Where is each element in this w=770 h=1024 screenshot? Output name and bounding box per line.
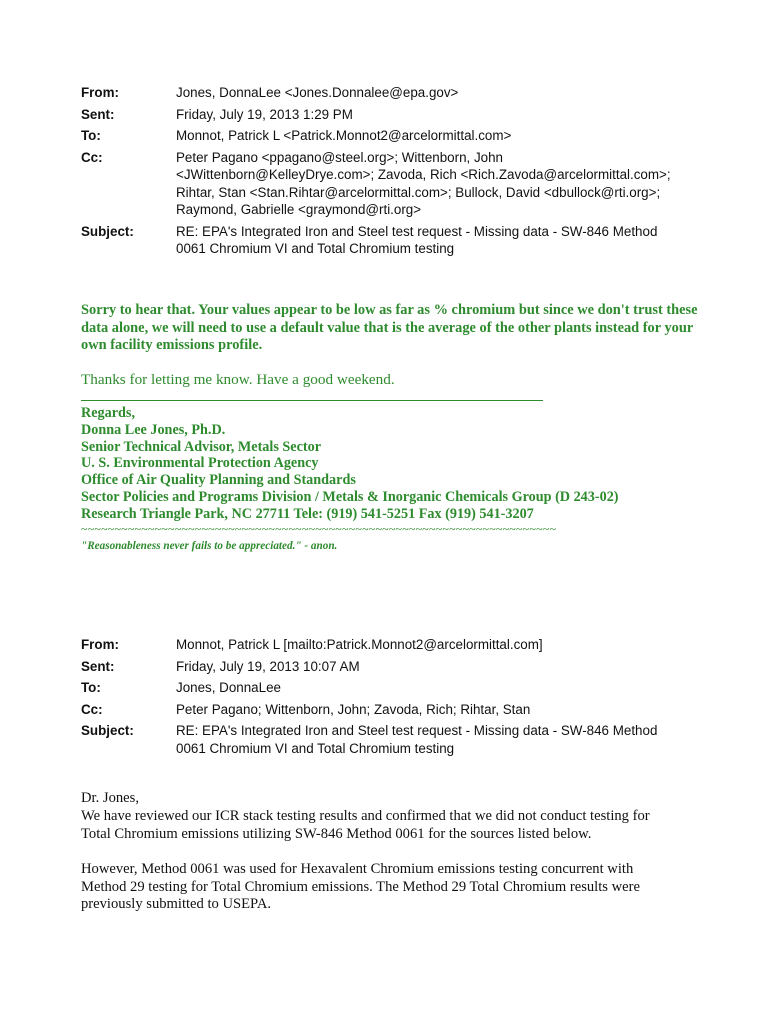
signature-division: Sector Policies and Programs Division / Metals & Inorganic Chemicals Group (D 243-02) <box>81 488 619 505</box>
to-value: Jones, DonnaLee <box>176 680 281 695</box>
cc-value: Peter Pagano <ppagano@steel.org>; Wittenborn, John <JWittenborn@KelleyDrye.com>; Zavoda, Rich <Rich.Zavoda@arcelormittal.com>; Rihtar, Stan <Stan.Rihtar@arcelormittal.com>; Bullock, David <dbullock@rti.org>; Raymond, Gabrielle <graymond@rti.org> <box>176 149 671 217</box>
signature-address: Research Triangle Park, NC 27711 Tele: (919) 541-5251 Fax (919) 541-3207 <box>81 505 534 522</box>
reply-thanks: Thanks for letting me know. Have a good weekend. <box>81 371 395 388</box>
from-row <box>81 636 701 654</box>
subject-label: Subject: <box>81 723 134 738</box>
signature-title: Senior Technical Advisor, Metals Sector <box>81 438 322 455</box>
subject-value: RE: EPA's Integrated Iron and Steel test request - Missing data - SW-846 Method 0061 Chromium VI and Total Chromium testing <box>176 223 658 256</box>
sent-row <box>81 106 701 124</box>
signature-name: Donna Lee Jones, Ph.D. <box>81 421 226 438</box>
signature-agency: U. S. Environmental Protection Agency <box>81 455 319 472</box>
cc-label: Cc: <box>81 149 103 165</box>
signature-quote: "Reasonableness never fails to be appreciated." - anon. <box>81 540 338 552</box>
subject-row <box>81 223 701 258</box>
signature-tilde-line: ~~~~~~~~~~~~~~~~~~~~~~~~~~~~~~~~~~~~~~~~~~~~~~~~~~~~~~~~~~~~~~~~~~~~~~~ <box>81 522 557 536</box>
to-value: Monnot, Patrick L <Patrick.Monnot2@arcelormittal.com> <box>176 128 512 143</box>
message-body <box>81 790 681 932</box>
to-row <box>81 127 701 145</box>
signature-block <box>81 405 701 523</box>
sent-value: Friday, July 19, 2013 10:07 AM <box>176 658 360 674</box>
signature-office: Office of Air Quality Planning and Standards <box>81 472 356 489</box>
body-paragraph-2: However, Method 0061 was used for Hexavalent Chromium emissions testing concurrent with Method 29 testing for Total Chromium emissions. The Method 29 Total Chromium results were previously submitted to USEPA. <box>81 860 640 913</box>
cc-value: Peter Pagano; Wittenborn, John; Zavoda, Rich; Rihtar, Stan <box>176 701 531 717</box>
sent-value: Friday, July 19, 2013 1:29 PM <box>176 106 353 122</box>
from-value: Jones, DonnaLee <Jones.Donnalee@epa.gov> <box>176 85 459 100</box>
from-value: Monnot, Patrick L [mailto:Patrick.Monnot2@arcelormittal.com] <box>176 637 543 652</box>
cc-row <box>81 149 701 219</box>
email-header-2 <box>81 636 701 761</box>
subject-row <box>81 722 701 757</box>
subject-value: RE: EPA's Integrated Iron and Steel test request - Missing data - SW-846 Method 0061 Chromium VI and Total Chromium testing <box>176 723 658 756</box>
to-label: To: <box>81 128 101 143</box>
body-paragraph-1: Dr. Jones, We have reviewed our ICR stack testing results and confirmed that we did not conduct testing for Total Chromium emissions utilizing SW-846 Method 0061 for the sources listed below. <box>81 790 650 842</box>
email-header-1 <box>81 84 701 262</box>
to-row <box>81 679 701 697</box>
cc-row <box>81 701 701 719</box>
sent-label: Sent: <box>81 106 115 122</box>
subject-label: Subject: <box>81 223 134 239</box>
signature-regards: Regards, <box>81 405 135 421</box>
from-label: From: <box>81 637 119 652</box>
cc-label: Cc: <box>81 701 103 717</box>
to-label: To: <box>81 680 101 695</box>
sent-label: Sent: <box>81 658 115 674</box>
reply-body: Sorry to hear that. Your values appear to be low as far as % chromium but since we don't trust these data alone, we will need to use a default value that is the average of the other plants instead for your own facility emissions profile. <box>81 302 698 353</box>
from-row <box>81 84 701 102</box>
signature-divider <box>81 400 543 401</box>
from-label: From: <box>81 85 119 100</box>
sent-row <box>81 658 701 676</box>
